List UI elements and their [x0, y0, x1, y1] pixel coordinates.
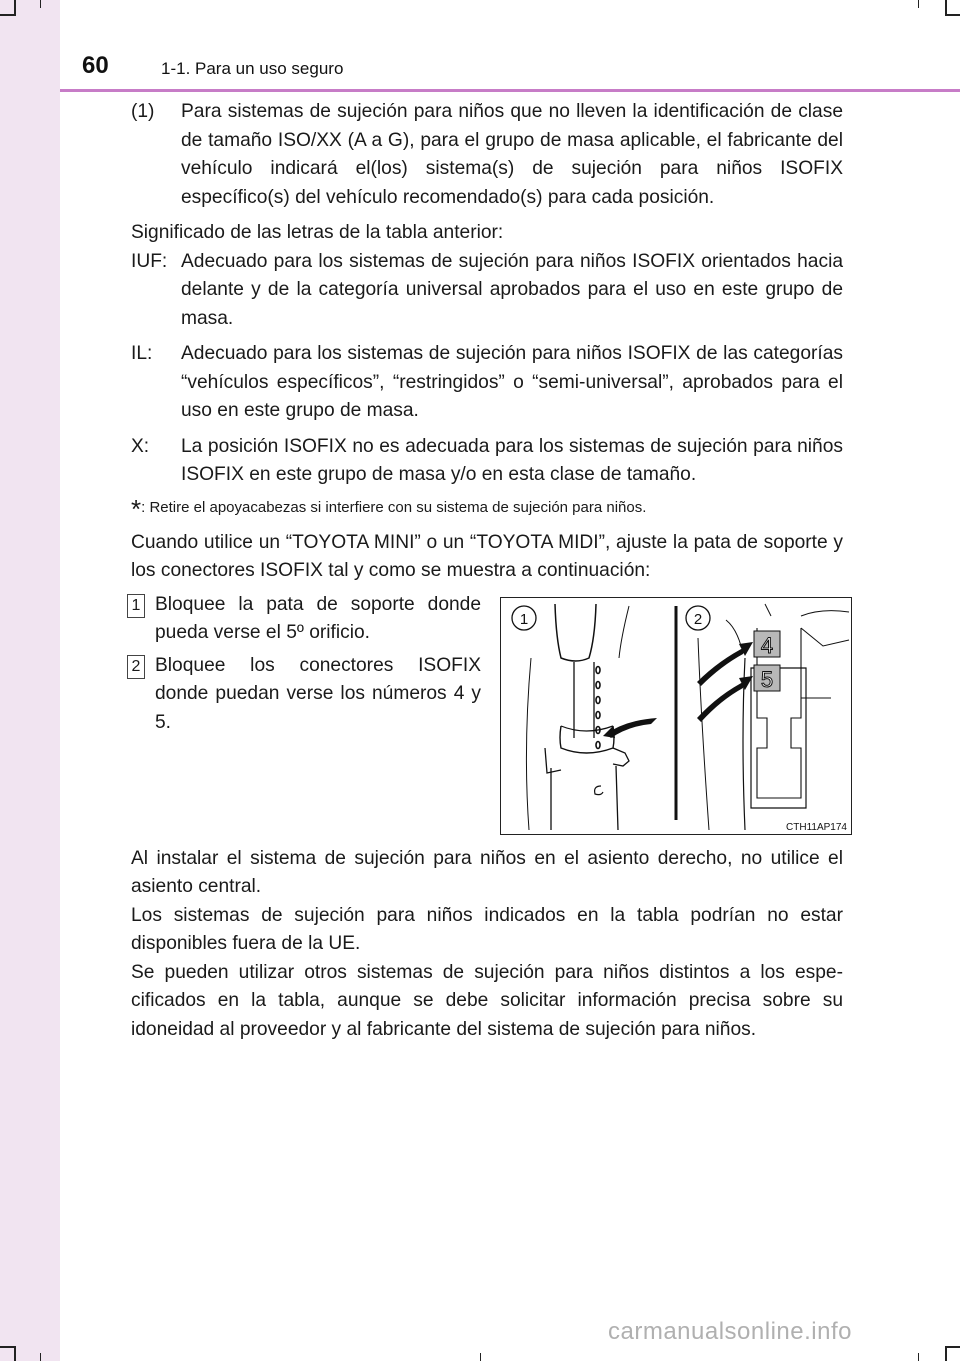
- note-1: [131, 98, 843, 212]
- crop-mark: [918, 1353, 919, 1361]
- figure-callout-1: 1: [519, 610, 529, 628]
- note-label: (1): [131, 101, 155, 122]
- installation-illustration: [501, 598, 851, 834]
- crop-mark: [480, 1353, 481, 1361]
- section-title: 1-1. Para un uso seguro: [161, 59, 344, 78]
- side-band: [0, 0, 60, 1361]
- definition-il: [131, 340, 843, 426]
- step-number-badge: 2: [127, 655, 145, 679]
- step-2: [131, 652, 481, 738]
- steps-area: [131, 591, 847, 833]
- step-text: Bloquee los conectores ISOFIX donde puedan verse los números 4 y 5.: [155, 654, 481, 733]
- crop-mark: [40, 1353, 41, 1361]
- step-1: [131, 591, 481, 648]
- definition-text: Adecuado para los sistemas de sujeción para niños ISOFIX orientados hacia delante y de la categoría universal aprobados para el uso en este grupo de masa.: [181, 250, 843, 329]
- page-number: 60: [82, 52, 109, 79]
- definition-code: IUF:: [131, 250, 168, 272]
- instruction-paragraph: Cuando utilice un “TOYOTA MINI” o un “TOYOTA MIDI”, ajuste la pata de soporte y los conectores ISOFIX tal y como se muestra a continuación:: [131, 531, 843, 581]
- definition-text: La posición ISOFIX no es adecuada para los sistemas de sujeción para niños ISOFIX en este grupo de masa y/o en esta clase de tamaño.: [181, 435, 843, 485]
- connector-digit-4: 4: [760, 632, 774, 658]
- crop-mark: [946, 1346, 960, 1348]
- crop-mark: [0, 14, 14, 16]
- page-content: [131, 98, 847, 1044]
- definition-x: [131, 433, 843, 490]
- definition-iuf: [131, 248, 843, 334]
- note-text: Para sistemas de sujeción para niños que no lleven la identificación de clase de tamaño ISO/XX (A a G), para el grupo de masa aplicable, el fabricante del vehículo indicará el(los) sistema(s) de sujeción para niños ISOFIX específico(s) del vehículo recomendado(s) para cada posición.: [181, 101, 843, 208]
- figure-callout-2: 2: [693, 610, 703, 628]
- legend-intro: Significado de las letras de la tabla anterior:: [131, 222, 504, 243]
- definition-text: Adecuado para los sistemas de sujeción para niños ISOFIX de las categorías “vehículos específicos”, “restringidos” o “semi-universal”, aprobados para el uso en este grupo de masa.: [181, 343, 843, 421]
- connector-digit-5: 5: [760, 666, 774, 692]
- watermark: carmanualsonline.info: [608, 1318, 852, 1345]
- paragraph-other-systems: Se pueden utilizar otros sistemas de sujeción para niños distintos a los especificados en la tabla, aunque se debe solicitar información precisa sobre su idoneidad al proveedor y al fabricante del sistema de sujeción para niños.: [131, 961, 843, 1040]
- footnote-marker: *: [131, 493, 142, 524]
- figure-code: CTH11AP174: [786, 821, 847, 833]
- paragraph-right-seat: Al instalar el sistema de sujeción para niños en el asiento derecho, no utilice el asiento central.: [131, 847, 843, 897]
- step-number-badge: 1: [127, 594, 145, 618]
- definition-code: X:: [131, 435, 150, 457]
- crop-mark: [14, 1346, 16, 1361]
- paragraph-availability: Los sistemas de sujeción para niños indicados en la tabla podrían no estar disponibles fuera de la UE.: [131, 904, 843, 954]
- crop-mark: [40, 0, 41, 8]
- definition-code: IL:: [131, 343, 153, 364]
- footnote: [131, 493, 843, 524]
- crop-mark: [0, 1346, 14, 1348]
- crop-mark: [14, 0, 16, 16]
- step-text: Bloquee la pata de soporte donde pueda verse el 5º orificio.: [155, 593, 481, 643]
- crop-mark: [945, 1346, 947, 1361]
- header-rule: [60, 89, 960, 92]
- page-header: [60, 0, 960, 92]
- installation-figure: [500, 597, 852, 835]
- footnote-text: : Retire el apoyacabezas si interfiere con su sistema de sujeción para niños.: [141, 498, 647, 516]
